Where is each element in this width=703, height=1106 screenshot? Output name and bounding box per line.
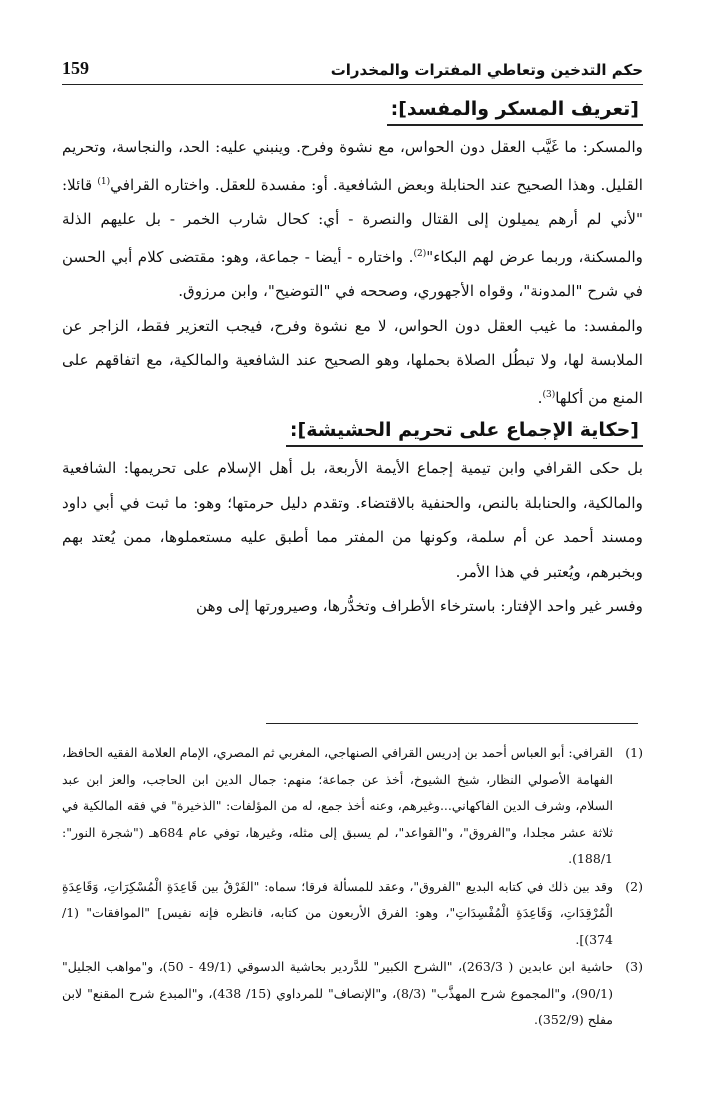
paragraph-text: بل حكى القرافي وابن تيمية إجماع الأيمة الأربعة، بل أهل الإسلام على تحريمها: الشافعية والمالكية، والحنابلة بالنص، والحنفية بالاقتضاء. وتقدم دليل حرمتها؛ وهو: ما ثبت في أبي داود ومسند أحمد عن أم سلمة، وكونها من المفتر مما أطبق عليه مستعملوها، ممن يُعتد بهم وبخبرهم، ويُعتبر في هذا الأمر.: [62, 459, 643, 581]
footnote-number: (3): [625, 959, 643, 974]
footnote-text: حاشية ابن عابدين ( 263/3)، "الشرح الكبير" للدَّردير بحاشية الدسوقي (49/1 - 50)، و"مواهب الجليل" (90/1)، و"المجموع شرح المهذَّب" (8/3)، و"الإنصاف" للمرداوي (15/ 438)، و"المبدع شرح المقنع" لابن مفلح (352/9).: [62, 959, 613, 1027]
running-title: حكم التدخين وتعاطي المفترات والمخدرات: [330, 61, 643, 79]
running-header: [62, 58, 643, 85]
footnote-separator: [266, 723, 638, 724]
paragraph-text: والمسكر: ما غَيَّب العقل دون الحواس، مع نشوة وفرح. وينبني عليه: الحد، والنجاسة، وتحريم القليل. وهذا الصحيح عند الحنابلة وبعض الشافعية. أو: مفسدة للعقل. واختاره القرافي: [62, 138, 643, 194]
section-heading-consensus: [حكاية الإجماع على تحريم الحشيشة]:: [286, 417, 643, 447]
footnote-number: (1): [625, 745, 643, 760]
paragraph-iftar: [62, 589, 643, 624]
page-number: 159: [62, 58, 89, 78]
paragraph-text: . واختاره - أيضا - جماعة، وهو: مقتضى كلام أبي الحسن في شرح "المدونة"، وقواه الأجهوري، وصححه في "التوضيح"، وابن مرزوق.: [62, 247, 643, 301]
main-text: [62, 96, 643, 624]
footnote-text: القرافي: أبو العباس أحمد بن إدريس القرافي الصنهاجي، المغربي ثم المصري، الإمام العلامة الفقيه الحافظ، الفهامة الأصولي النظار، شيخ الشيوخ، أخذ عن جماعة؛ منهم: جمال الدين ابن الحاجب، والعز ابن عبد السلام، وشرف الدين الفاكهاني...وغيرهم، وعنه أخذ جمع، له من المؤلفات: "الذخيرة" في فقه المالكية في ثلاثة عشر مجلدا، و"الفروق"، و"القواعد"، لم يسبق إلى مثله، وغيرها، توفي عام 684هـ ("شجرة النور": 188/1).: [62, 745, 614, 866]
paragraph-text: .: [537, 388, 543, 407]
paragraph-musakkir: [62, 130, 643, 309]
footnote-2: [62, 874, 643, 954]
section-heading-definition: [تعريف المسكر والمفسد]:: [387, 96, 643, 126]
footnote-number: (2): [625, 878, 643, 894]
paragraph-text: قائلا: "لأني لم أرهم يميلون إلى القتال والنصرة - أي: كحال شارب الخمر - بل عليهم الذلة والمسكنة، وربما عرض لهم البكاء": [62, 175, 644, 266]
paragraph-text: والمفسد: ما غيب العقل دون الحواس، لا مع نشوة وفرح، فيجب التعزير فقط، الزاجر عن الملابسة لها، ولا تبطُل الصلاة بحملها، وهو الصحيح عند الشافعية والمالكية، مع اتفاقهم على المنع من أكلها: [62, 316, 643, 407]
footnote-3: [62, 954, 643, 1034]
footnote-1: [62, 740, 643, 873]
paragraph-mufsid: [62, 309, 643, 416]
footnote-ref-2[interactable]: (2): [413, 248, 427, 259]
footnote-ref-3[interactable]: (3): [542, 389, 556, 400]
footnote-ref-1[interactable]: (1): [97, 176, 111, 187]
footnotes: [62, 740, 643, 1035]
footnote-text: وقد بين ذلك في كتابه البديع "الفروق"، وعقد للمسألة فرقا؛ سماه: "الفَرْقُ بين قَاعِدَةِ الْمُسْكِرَاتِ، وَقَاعِدَةِ الْمُرْقِدَاتِ، وَقَاعِدَةِ الْمُفْسِدَاتِ"، وهو: الفرق الأربعون من كتابه، فانظره فإنه نفيس] "الموافقات" (1/ 374)].: [62, 878, 613, 947]
paragraph-consensus: [62, 451, 643, 589]
paragraph-text: وفسر غير واحد الإفتار: باسترخاء الأطراف وتخدُّرها، وصيرورتها إلى وهن: [196, 597, 643, 616]
